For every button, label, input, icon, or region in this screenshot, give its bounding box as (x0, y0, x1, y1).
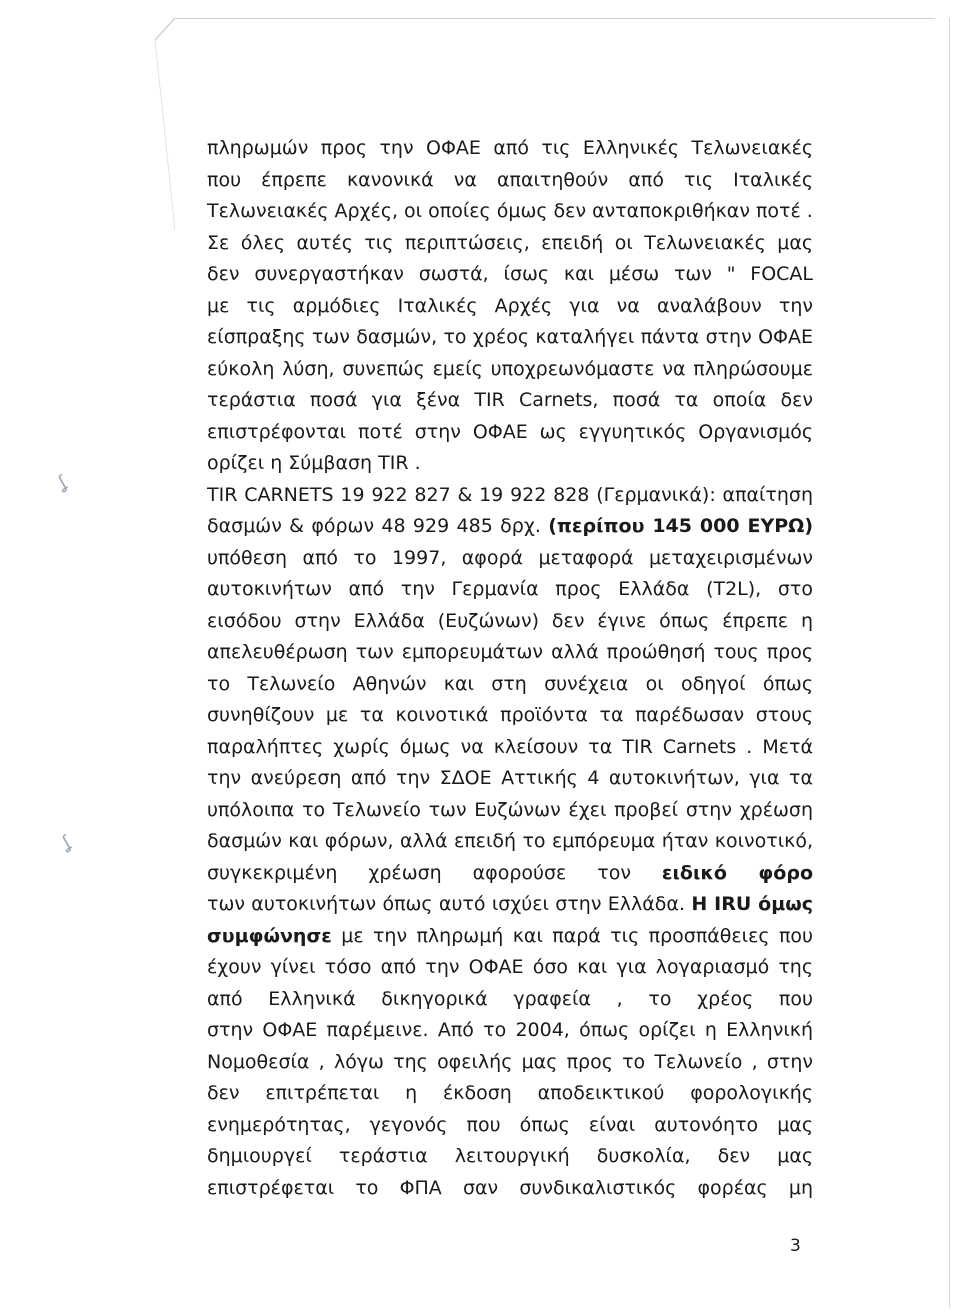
text-line: Νομοθεσία , λόγω της οφειλής μας προς το Τελωνείο , στην (207, 1050, 813, 1073)
text-line: ενημερότητας, γεγονός που όπως είναι αυτονόητο μας (207, 1113, 813, 1136)
text-line: συνηθίζουν με τα κοινοτικά προϊόντα τα παρέδωσαν στους (207, 704, 813, 726)
text-line: το Τελωνείο Αθηνών και στη συνέχεια οι οδηγοί όπως (207, 672, 813, 695)
bold-phrase: συμφώνησε (207, 924, 332, 947)
text-line: υπόθεση από το 1997, αφορά μεταφορά μεταχειρισμένων (207, 546, 813, 569)
text-line: είσπραξης των δασμών, το χρέος καταλήγει πάντα στην ΟΦΑΕ (207, 326, 813, 348)
text-line-mixed (207, 511, 813, 543)
text-line: εισόδου στην Ελλάδα (Ευζώνων) δεν έγινε όπως έπρεπε η (207, 609, 813, 632)
text-line: εύκολη λύση, συνεπώς εμείς υποχρεωνόμαστε να πληρώσουμε (207, 357, 813, 380)
text-line-mixed (207, 889, 813, 921)
page-edge-top (175, 18, 935, 19)
text-line: παραλήπτες χωρίς όμως να κλείσουν τα TIR Carnets . Μετά (207, 735, 813, 758)
text-line: δεν επιτρέπεται η έκδοση αποδεικτικού φορολογικής (207, 1082, 813, 1104)
text-line: ορίζει η Σύμβαση TIR . (207, 452, 421, 474)
document-body (207, 133, 813, 1204)
bold-phrase: ειδικό φόρο (661, 861, 813, 884)
text-line: τεράστια ποσά για ξένα TIR Carnets, ποσά τα οποία δεν (207, 389, 813, 411)
text-line: επιστρέφονται ποτέ στην ΟΦΑΕ ως εγγυητικός Οργανισμός (207, 420, 813, 443)
page-edge-right (949, 18, 950, 1308)
text-line: την ανεύρεση από την ΣΔΟΕ Αττικής 4 αυτοκινήτων, για τα (207, 767, 813, 789)
text-line: αυτοκινήτων από την Γερμανία προς Ελλάδα (T2L), στο (207, 578, 813, 600)
page-number: 3 (790, 1236, 801, 1256)
text-line: υπόλοιπα το Τελωνείο των Ευζώνων έχει προβεί στην χρέωση (207, 798, 813, 821)
text-line: TIR CARNETS 19 922 827 & 19 922 828 (Γερμανικά): απαίτηση (207, 483, 813, 506)
text-line: που έπρεπε κανονικά να απαιτηθούν από τις Ιταλικές (207, 168, 813, 191)
text-line: Τελωνειακές Αρχές, οι οποίες όμως δεν ανταποκριθήκαν ποτέ . (207, 200, 813, 222)
text-line: με τις αρμόδιες Ιταλικές Αρχές για να αναλάβουν την (207, 294, 813, 317)
text-line: επιστρέφεται το ΦΠΑ σαν συνδικαλιστικός φορέας μη (207, 1176, 813, 1199)
text-line: απελευθέρωση των εμπορευμάτων αλλά προώθησή τους προς (207, 641, 813, 663)
text-line: δεν συνεργαστήκαν σωστά, ίσως και μέσω των " FOCAL (207, 263, 813, 285)
text-span: των αυτοκινήτων όπως αυτό ισχύει στην Ελλάδα. (207, 893, 692, 915)
text-line: έχουν γίνει τόσο από την ΟΦΑΕ όσο και για λογαριασμό της (207, 956, 813, 978)
punch-hole-mark-icon: ʆ (55, 471, 71, 494)
bold-amount: (περίπου 145 000 ΕΥΡΩ) (548, 515, 813, 537)
text-line: δασμών και φόρων, αλλά επειδή το εμπόρευμα ήταν κοινοτικό, (207, 830, 813, 852)
text-line: από Ελληνικά δικηγορικά γραφεία , το χρέος που (207, 987, 813, 1010)
text-span: συγκεκριμένη χρέωση αφορούσε τον (207, 861, 662, 884)
punch-hole-mark-icon: ʆ (59, 831, 75, 854)
text-line: στην ΟΦΑΕ παρέμεινε. Από το 2004, όπως ορίζει η Ελληνική (207, 1019, 813, 1041)
text-line: δημιουργεί τεράστια λειτουργική δυσκολία, δεν μας (207, 1145, 813, 1167)
bullet-item-first-line (207, 480, 813, 512)
text-line-mixed (207, 921, 813, 953)
text-span: δασμών & φόρων 48 929 485 δρχ. (207, 515, 549, 537)
text-line: πληρωμών προς την ΟΦΑΕ από τις Ελληνικές Τελωνειακές (207, 137, 813, 159)
bold-phrase: Η IRU όμως (691, 893, 813, 915)
text-line-mixed (207, 858, 813, 890)
text-span: με την πληρωμή και παρά τις προσπάθειες που (331, 924, 813, 947)
text-line: Σε όλες αυτές τις περιπτώσεις, επειδή οι Τελωνειακές μας (207, 231, 813, 254)
